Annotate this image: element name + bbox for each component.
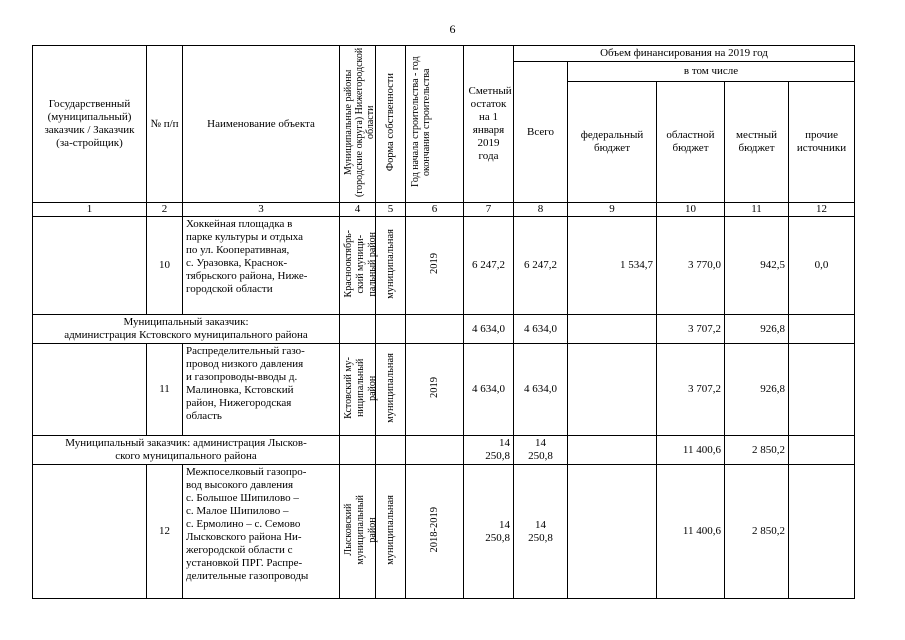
district-line: район bbox=[367, 516, 378, 543]
colnum: 6 bbox=[406, 203, 464, 217]
federal-cell bbox=[568, 436, 657, 465]
colnum: 1 bbox=[33, 203, 147, 217]
object-line: жегородской области с bbox=[186, 544, 293, 556]
regional-cell: 3 707,2 bbox=[657, 315, 725, 344]
balance-line: 14 bbox=[499, 437, 510, 449]
other-cell bbox=[789, 344, 855, 436]
ownership-text: муниципальная bbox=[384, 352, 396, 423]
table-row bbox=[33, 465, 855, 599]
district-cell bbox=[340, 436, 376, 465]
header-ownership bbox=[376, 46, 406, 203]
ownership-text: муниципальная bbox=[384, 228, 396, 299]
header-districts-text: Муниципальные районы (городские округа) Нижегородской области bbox=[343, 47, 376, 197]
years-cell bbox=[406, 217, 464, 315]
object-line: Лысковского района Ни- bbox=[186, 531, 302, 543]
subtotal-line: Муниципальный заказчик: bbox=[123, 316, 249, 328]
object-line: с. Ермолино – с. Семово bbox=[186, 518, 301, 530]
years-cell bbox=[406, 315, 464, 344]
table-row bbox=[33, 217, 855, 315]
district-line: Лысковский bbox=[343, 503, 354, 556]
local-cell: 926,8 bbox=[725, 315, 789, 344]
district-line: пальный район bbox=[367, 231, 378, 296]
colnum: 10 bbox=[657, 203, 725, 217]
total-line: 14 bbox=[535, 518, 546, 531]
federal-cell bbox=[568, 465, 657, 599]
header-districts bbox=[340, 46, 376, 203]
local-cell: 2 850,2 bbox=[725, 436, 789, 465]
balance-cell: 4 634,0 bbox=[464, 315, 514, 344]
other-cell bbox=[789, 465, 855, 599]
column-number-row bbox=[33, 203, 855, 217]
customer-cell bbox=[33, 217, 147, 315]
header-years bbox=[406, 46, 464, 203]
regional-cell: 11 400,6 bbox=[657, 465, 725, 599]
object-line: Распределительный газо- bbox=[186, 345, 305, 357]
total-cell bbox=[514, 465, 568, 599]
ownership-cell bbox=[376, 344, 406, 436]
financing-table bbox=[32, 45, 855, 599]
header-years-text: Год начала строительства - год окончания строительства bbox=[409, 56, 432, 188]
ownership-cell bbox=[376, 465, 406, 599]
header-other: прочие источники bbox=[789, 82, 855, 203]
colnum: 5 bbox=[376, 203, 406, 217]
header-federal: федеральный бюджет bbox=[568, 82, 657, 203]
total-line: 250,8 bbox=[528, 450, 553, 462]
total-line: 14 bbox=[535, 437, 546, 449]
object-line: Малиновка, Кстовский bbox=[186, 384, 294, 396]
balance-cell bbox=[464, 465, 514, 599]
years-cell bbox=[406, 465, 464, 599]
district-text bbox=[343, 357, 379, 419]
object-line: провод низкого давления bbox=[186, 358, 304, 370]
object-line: городской области bbox=[186, 283, 273, 295]
object-line: делительные газопроводы bbox=[186, 570, 309, 582]
district-line: ский муници- bbox=[355, 234, 366, 293]
object-line: установкой ПРГ. Распре- bbox=[186, 557, 303, 569]
subtotal-line: администрация Кстовского муниципального района bbox=[64, 329, 308, 341]
header-estimated-balance bbox=[464, 46, 514, 203]
colnum: 11 bbox=[725, 203, 789, 217]
other-cell bbox=[789, 436, 855, 465]
total-cell: 6 247,2 bbox=[514, 217, 568, 315]
header-regional: областной бюджет bbox=[657, 82, 725, 203]
district-cell bbox=[340, 217, 376, 315]
ownership-text: муниципальная bbox=[384, 494, 396, 565]
colnum: 3 bbox=[183, 203, 340, 217]
object-line: Хоккейная площадка в bbox=[186, 218, 293, 230]
balance-line: 250,8 bbox=[485, 450, 510, 462]
subtotal-line: Муниципальный заказчик: администрация Лысков- bbox=[65, 437, 307, 449]
table-row bbox=[33, 344, 855, 436]
colnum: 9 bbox=[568, 203, 657, 217]
local-cell: 942,5 bbox=[725, 217, 789, 315]
object-name bbox=[183, 465, 340, 599]
years-cell bbox=[406, 344, 464, 436]
local-cell: 2 850,2 bbox=[725, 465, 789, 599]
object-line: с. Уразовка, Краснок- bbox=[186, 257, 288, 269]
customer-cell bbox=[33, 344, 147, 436]
total-line: 250,8 bbox=[528, 531, 553, 544]
district-cell bbox=[340, 465, 376, 599]
object-name bbox=[183, 344, 340, 436]
object-line: вод высокого давления bbox=[186, 479, 294, 491]
total-cell: 4 634,0 bbox=[514, 344, 568, 436]
district-line: ниципальный bbox=[355, 358, 366, 417]
header-total: Всего bbox=[514, 62, 568, 203]
total-cell bbox=[514, 436, 568, 465]
district-line: Кстовский му- bbox=[343, 356, 354, 419]
object-line: район, Нижегородская bbox=[186, 397, 292, 409]
subtotal-customer bbox=[33, 436, 340, 465]
subtotal-row bbox=[33, 436, 855, 465]
district-text bbox=[343, 230, 379, 297]
colnum: 4 bbox=[340, 203, 376, 217]
balance-cell bbox=[464, 436, 514, 465]
page-number: 6 bbox=[449, 22, 456, 36]
balance-cell: 4 634,0 bbox=[464, 344, 514, 436]
subtotal-line: ского муниципального района bbox=[115, 450, 257, 462]
object-line: и газопроводы-вводы д. bbox=[186, 371, 298, 383]
regional-cell: 3 770,0 bbox=[657, 217, 725, 315]
years-text: 2019 bbox=[428, 253, 440, 274]
object-line: с. Большое Шипилово – bbox=[186, 492, 299, 504]
object-line: тябрьского района, Ниже- bbox=[186, 270, 308, 282]
years-text: 2018-2019 bbox=[428, 506, 440, 553]
colnum: 7 bbox=[464, 203, 514, 217]
subtotal-row bbox=[33, 315, 855, 344]
header-estimated-balance-text: Сметный остаток на 1 января 2019 года bbox=[468, 85, 512, 162]
object-line: с. Малое Шипилово – bbox=[186, 505, 289, 517]
header-number: № п/п bbox=[147, 46, 183, 203]
total-cell: 4 634,0 bbox=[514, 315, 568, 344]
federal-cell bbox=[568, 315, 657, 344]
header-including: в том числе bbox=[568, 62, 855, 82]
district-text bbox=[343, 495, 379, 565]
years-text: 2019 bbox=[428, 377, 440, 398]
years-cell bbox=[406, 436, 464, 465]
district-line: муниципальный bbox=[355, 494, 366, 565]
balance-cell: 6 247,2 bbox=[464, 217, 514, 315]
subtotal-customer bbox=[33, 315, 340, 344]
district-line: район bbox=[367, 374, 378, 401]
object-line: область bbox=[186, 410, 222, 422]
header-ownership-text: Форма собственности bbox=[384, 72, 396, 172]
other-cell: 0,0 bbox=[789, 217, 855, 315]
object-line: парке культуры и отдыха bbox=[186, 231, 303, 243]
ownership-cell bbox=[376, 436, 406, 465]
balance-line: 250,8 bbox=[485, 531, 510, 544]
balance-line: 14 bbox=[499, 518, 510, 531]
header-local: местный бюджет bbox=[725, 82, 789, 203]
colnum: 8 bbox=[514, 203, 568, 217]
regional-cell: 11 400,6 bbox=[657, 436, 725, 465]
object-line: Межпоселковый газопро- bbox=[186, 466, 307, 478]
district-cell bbox=[340, 315, 376, 344]
object-name bbox=[183, 217, 340, 315]
header-customer: Государственный (муниципальный) заказчик / Заказчик (за-стройщик) bbox=[33, 46, 147, 203]
local-cell: 926,8 bbox=[725, 344, 789, 436]
header-object-name: Наименование объекта bbox=[183, 46, 340, 203]
row-number: 12 bbox=[147, 465, 183, 599]
other-cell bbox=[789, 315, 855, 344]
ownership-cell bbox=[376, 217, 406, 315]
federal-cell: 1 534,7 bbox=[568, 217, 657, 315]
regional-cell: 3 707,2 bbox=[657, 344, 725, 436]
district-line: Краснооктябрь- bbox=[343, 229, 354, 298]
district-cell bbox=[340, 344, 376, 436]
ownership-cell bbox=[376, 315, 406, 344]
row-number: 10 bbox=[147, 217, 183, 315]
object-line: по ул. Кооперативная, bbox=[186, 244, 290, 256]
header-row-1 bbox=[33, 46, 855, 62]
federal-cell bbox=[568, 344, 657, 436]
row-number: 11 bbox=[147, 344, 183, 436]
customer-cell bbox=[33, 465, 147, 599]
header-funding: Объем финансирования на 2019 год bbox=[514, 46, 855, 62]
colnum: 2 bbox=[147, 203, 183, 217]
colnum: 12 bbox=[789, 203, 855, 217]
